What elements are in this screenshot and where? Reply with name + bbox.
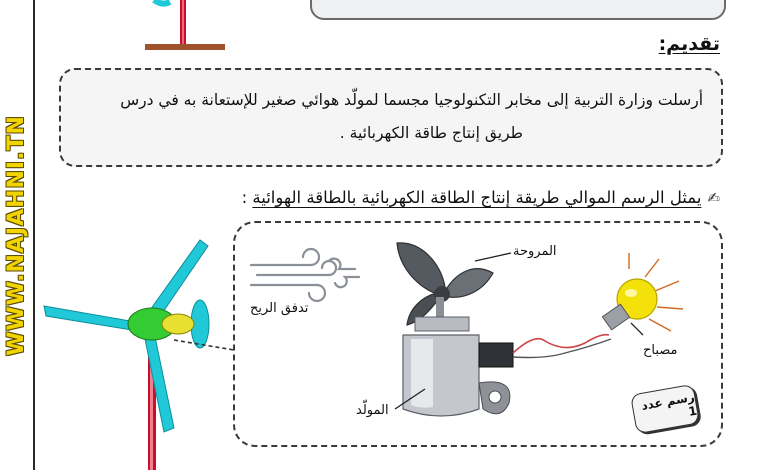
section-title	[242, 188, 720, 207]
top-title-box	[310, 0, 726, 20]
intro-text-box	[59, 68, 723, 167]
section-title-colon: :	[241, 188, 253, 207]
section-title-text: يمثل الرسم الموالي طريقة إنتاج الطاقة الكهربائية بالطاقة الهوائية	[252, 188, 702, 207]
detail-pointer-line	[170, 320, 240, 360]
pencil-icon: ✍	[707, 189, 720, 207]
intro-line-2: طريق إنتاج طاقة الكهربائية .	[339, 124, 523, 142]
lamp-label: مصباح	[643, 343, 678, 358]
side-watermark	[0, 110, 32, 360]
generator-label: المولّد	[356, 403, 389, 418]
propeller-label: المروحة	[513, 244, 557, 259]
intro-heading: تقديم:	[658, 33, 720, 55]
small-turbine-illustration	[140, 0, 240, 56]
intro-line-1: أرسلت وزارة التربية إلى مخابر التكنولوجيا مجسما لمولّد هوائي صغير للإستعانة به في درس	[120, 91, 703, 109]
wind-flow-label: تدفق الريح	[250, 301, 309, 316]
watermark-text: WWW.NAJAHNI.TN	[3, 114, 29, 356]
figure-reference-badge: رسم عدد 1	[630, 384, 700, 435]
